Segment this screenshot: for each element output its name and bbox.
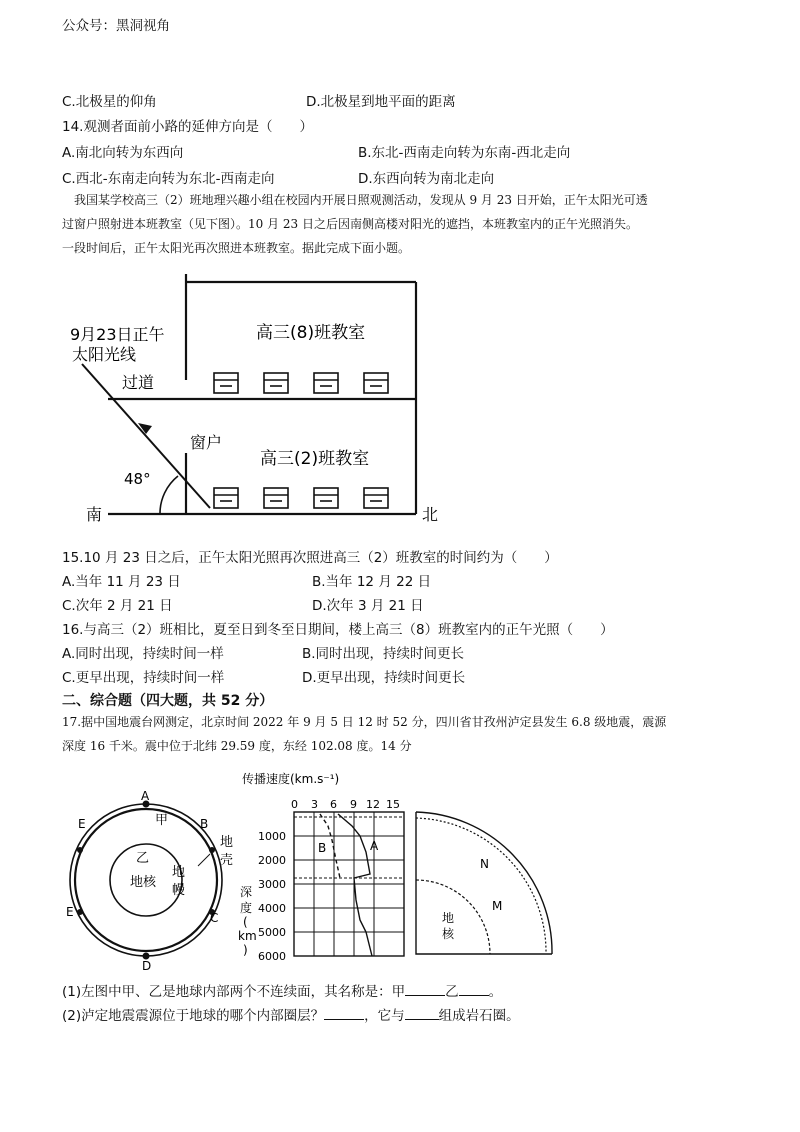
label-yi: 乙 <box>136 851 150 866</box>
label-mantle-1: 地 <box>172 865 186 880</box>
depth-tick: 5000 <box>258 926 286 939</box>
label-a: A <box>141 789 150 803</box>
depth-tick: 2000 <box>258 854 286 867</box>
desk <box>314 488 338 508</box>
x-tick: 12 <box>366 798 380 811</box>
depth-axis-label <box>238 885 257 957</box>
q17-line-2: 深度 16 千米。震中位于北纬 29.59 度，东经 102.08 度。14 分 <box>62 739 412 753</box>
q14-option-d[interactable]: D.东西向转为南北走向 <box>358 171 495 187</box>
answer-blank-lithosphere[interactable] <box>405 1007 439 1020</box>
q17-stem <box>62 710 752 758</box>
q14-option-b[interactable]: B.东北-西南走向转为东南-西北走向 <box>358 145 571 161</box>
crust-pointer <box>198 854 210 866</box>
label-e-lower: E <box>66 905 74 919</box>
q14-stem: 14.观测者面前小路的延伸方向是（ ） <box>62 119 313 135</box>
point-b <box>209 847 215 853</box>
q15-option-a[interactable]: A.当年 11 月 23 日 <box>62 574 181 590</box>
label-d: D <box>142 959 152 973</box>
section-title: 二、综合题（四大题，共 52 分） <box>62 693 274 709</box>
label-jia: 甲 <box>155 813 169 828</box>
q17-sub1-end: 。 <box>488 984 503 1000</box>
desk <box>214 373 238 393</box>
desks-lower-row <box>214 488 388 508</box>
class2-label: 高三(2)班教室 <box>260 449 370 469</box>
depth-label-char: 度 <box>240 901 253 915</box>
passage <box>62 188 742 260</box>
classroom-sunlight-figure <box>60 268 480 533</box>
q16-option-d[interactable]: D.更早出现，持续时间更长 <box>302 670 466 686</box>
depth-tick: 4000 <box>258 902 286 915</box>
q17-sub1-prefix: (1)左图中甲、乙是地球内部两个不连续面，其名称是：甲 <box>62 984 406 1000</box>
sector-core-label-1: 地 <box>442 911 455 925</box>
angle-label: 48° <box>124 470 151 488</box>
desk <box>314 373 338 393</box>
speed-x-ticks <box>291 798 400 811</box>
class8-label: 高三(8)班教室 <box>256 323 366 343</box>
sector-m-label: M <box>492 899 503 913</box>
x-tick: 0 <box>291 798 298 811</box>
x-tick: 6 <box>330 798 337 811</box>
passage-line-1: 我国某学校高三（2）班地理兴趣小组在校园内开展日照观测活动，发现从 9 月 23 日开始，正午太阳光可透 <box>74 193 648 207</box>
q15-option-c[interactable]: C.次年 2 月 21 日 <box>62 598 173 614</box>
point-e-upper <box>77 847 83 853</box>
curve-a-label: A <box>370 839 379 853</box>
label-crust-2: 壳 <box>220 853 234 868</box>
window-label: 窗户 <box>190 433 223 452</box>
q17-sub2-prefix: (2)泸定地震震源位于地球的哪个内部圈层？ <box>62 1008 325 1024</box>
q17-sub-2 <box>62 1004 520 1024</box>
curve-b-label: B <box>318 841 327 855</box>
earth-interior-figure <box>60 770 560 975</box>
depth-label-char: km <box>238 929 257 943</box>
north-label: 北 <box>422 505 439 524</box>
passage-line-2: 过窗户照射进本班教室（见下图）。10 月 23 日之后因南侧高楼对阳光的遮挡，本班教室内的正午光照消失。 <box>62 217 638 231</box>
south-label: 南 <box>86 505 103 524</box>
x-tick: 3 <box>311 798 318 811</box>
depth-label-char: ) <box>243 943 248 957</box>
angle-arc <box>160 476 178 514</box>
label-c: C <box>210 911 219 925</box>
q17-sub1-mid: 乙 <box>445 984 459 1000</box>
label-e-upper: E <box>78 817 86 831</box>
curve-a <box>338 814 372 956</box>
q17-sub-1 <box>62 980 502 1000</box>
sector-n-label: N <box>480 857 489 871</box>
depth-tick: 6000 <box>258 950 286 963</box>
sector-core-label-2: 核 <box>442 927 455 941</box>
q15-stem: 15.10 月 23 日之后，正午太阳光照再次照进高三（2）班教室的时间约为（ ） <box>62 550 558 566</box>
point-e-lower <box>77 909 83 915</box>
boundary-n <box>416 818 546 954</box>
q13-option-c[interactable]: C.北极星的仰角 <box>62 94 157 110</box>
q16-option-b[interactable]: B.同时出现，持续时间更长 <box>302 646 465 662</box>
q14-option-c[interactable]: C.西北-东南走向转为东北-西南走向 <box>62 171 275 187</box>
sun-ray-label-2: 太阳光线 <box>72 345 137 364</box>
sun-ray-label-1: 9月23日正午 <box>70 325 165 344</box>
desk <box>214 488 238 508</box>
page-header: 公众号：黑洞视角 <box>62 18 170 34</box>
desk <box>364 488 388 508</box>
speed-title: 传播速度(km.s⁻¹) <box>242 772 340 786</box>
x-tick: 15 <box>386 798 400 811</box>
desk <box>364 373 388 393</box>
desks-upper-row <box>214 373 388 393</box>
q17-sub2-mid: ，它与 <box>364 1008 405 1024</box>
desk <box>264 488 288 508</box>
label-mantle-2: 幔 <box>172 883 186 898</box>
label-b: B <box>200 817 209 831</box>
passage-line-3: 一段时间后，正午太阳光再次照进本班教室。据此完成下面小题。 <box>62 241 411 255</box>
answer-blank-jia[interactable] <box>405 983 445 996</box>
q17-line-1: 17.据中国地震台网测定，北京时间 2022 年 9 月 5 日 12 时 52 分，四川省甘孜州泸定县发生 6.8 级地震，震源 <box>62 715 667 729</box>
answer-blank-yi[interactable] <box>459 983 489 996</box>
answer-blank-layer[interactable] <box>324 1007 364 1020</box>
earth-quarter-sector <box>416 812 552 954</box>
q15-option-b[interactable]: B.当年 12 月 22 日 <box>312 574 432 590</box>
desk <box>264 373 288 393</box>
depth-tick: 3000 <box>258 878 286 891</box>
label-crust-1: 地 <box>220 835 234 850</box>
q16-option-c[interactable]: C.更早出现，持续时间一样 <box>62 670 225 686</box>
q16-option-a[interactable]: A.同时出现，持续时间一样 <box>62 646 224 662</box>
depth-label-char: 深 <box>240 885 253 899</box>
speed-grid <box>294 812 404 956</box>
q13-option-d[interactable]: D.北极星到地平面的距离 <box>306 94 456 110</box>
depth-label-char: ( <box>243 915 248 929</box>
depth-ticks <box>258 830 286 963</box>
depth-tick: 1000 <box>258 830 286 843</box>
q17-sub2-end: 组成岩石圈。 <box>438 1008 520 1024</box>
x-tick: 9 <box>350 798 357 811</box>
corridor-label: 过道 <box>122 373 155 392</box>
q15-option-d[interactable]: D.次年 3 月 21 日 <box>312 598 424 614</box>
label-core: 地核 <box>130 875 157 890</box>
q16-stem: 16.与高三（2）班相比，夏至日到冬至日期间，楼上高三（8）班教室内的正午光照（ ） <box>62 622 614 638</box>
q14-option-a[interactable]: A.南北向转为东西向 <box>62 145 184 161</box>
